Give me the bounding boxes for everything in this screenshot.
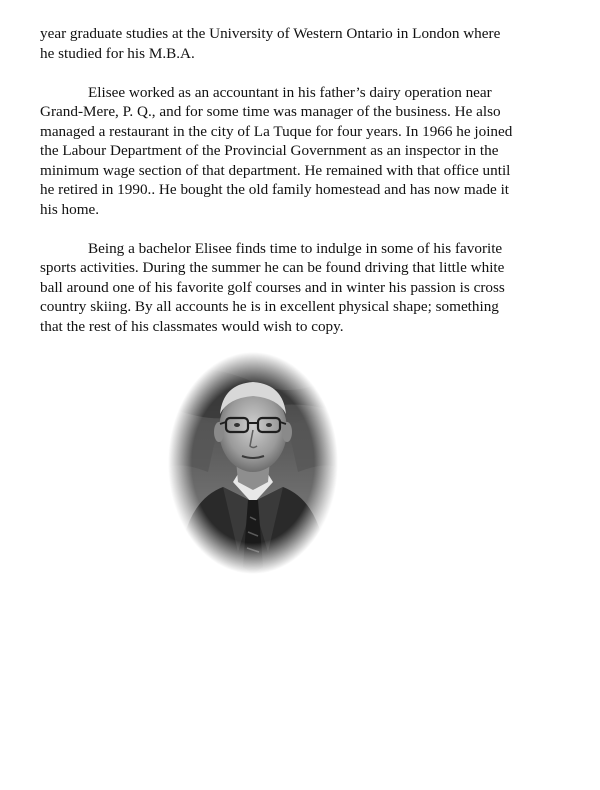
paragraph-line: sports activities. During the summer he can be found driving that little white: [40, 259, 505, 276]
body-text: [40, 24, 540, 336]
paragraph-line: that the rest of his classmates would wish to copy.: [40, 317, 344, 335]
paragraph-line: Elisee worked as an accountant in his father’s dairy operation near: [88, 83, 492, 101]
paragraph-line: Grand-Mere, P. Q., and for some time was manager of the business. He also: [40, 103, 501, 120]
paragraph-gap: [40, 219, 540, 239]
paragraph-line: country skiing. By all accounts he is in excellent physical shape; something: [40, 298, 499, 315]
paragraph-line: the Labour Department of the Provincial Government as an inspector in the: [40, 142, 499, 159]
paragraph-line: managed a restaurant in the city of La Tuque for four years. In 1966 he joined: [40, 122, 513, 140]
paragraph-1: [40, 24, 540, 63]
paragraph-3: [40, 239, 540, 337]
paragraph-line: minimum wage section of that department. He remained with that office until: [40, 161, 511, 179]
paragraph-gap: [40, 63, 540, 83]
paragraph-line: he retired in 1990.. He bought the old family homestead and has now made it: [40, 181, 510, 198]
paragraph-line: Being a bachelor Elisee finds time to indulge in some of his favorite: [88, 239, 503, 257]
paragraph-line: year graduate studies at the University of Western Ontario in London where: [40, 25, 501, 42]
paragraph-2: [40, 83, 540, 220]
paragraph-line: his home.: [40, 200, 100, 218]
paragraph-line: ball around one of his favorite golf courses and in winter his passion is cross: [40, 278, 505, 296]
portrait-photo: [168, 352, 338, 574]
paragraph-line: he studied for his M.B.A.: [40, 44, 195, 62]
